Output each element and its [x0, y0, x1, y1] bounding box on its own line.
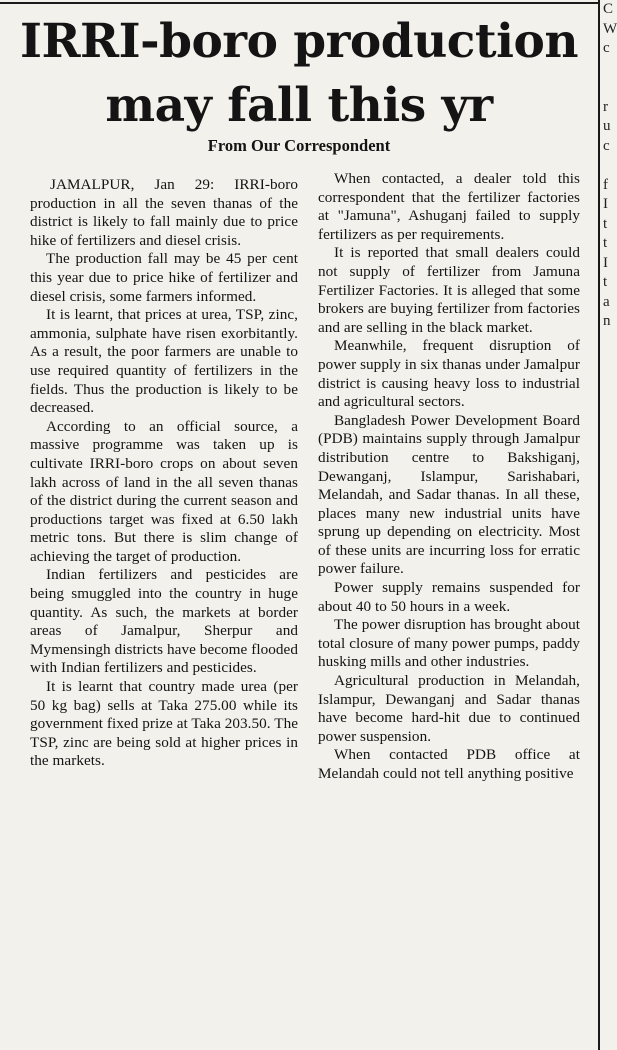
- adjacent-fragment-10: I: [603, 196, 608, 212]
- adjacent-fragment-4: [603, 78, 615, 98]
- adjacent-fragment-13: I: [603, 254, 608, 271]
- column1-paragraph-2: The production fall may be 45 per cent this year due to price hike of fertilizer and diesel crisis, some farmers informed.: [30, 250, 298, 305]
- column2-paragraph-2: It is reported that small dealers could not supply of fertilizer from Jamuna Fertilizer Factories. It is alleged that some brokers are buying fertilizer from factories and are selling in the black market.: [318, 244, 580, 336]
- column2-paragraph-1: When contacted, a dealer told this correspondent that the fertilizer factories at "Jamuna", Ashuganj failed to supply fertilizers as per requirements.: [318, 170, 580, 243]
- article-column-1: [30, 176, 298, 771]
- adjacent-fragment-1: W: [603, 20, 617, 37]
- adjacent-fragment-3: [603, 59, 615, 79]
- adjacent-fragment-6: u: [603, 118, 611, 134]
- article-column-2: [318, 170, 580, 784]
- column2-paragraph-7: Agricultural production in Melandah, Islampur, Dewanganj and Sadar thanas have become hard-hit due to continued power suspension.: [318, 672, 580, 745]
- column1-paragraph-5: Indian fertilizers and pesticides are being smuggled into the country in huge quantity. As such, the markets at border areas of Jamalpur, Sherpur and Mymensingh districts have become flooded with Indian fertilizers and pesticides.: [30, 566, 298, 677]
- adjacent-fragment-7: c: [603, 137, 610, 154]
- column1-paragraph-4: According to an official source, a massive programme was taken up is cultivate IRRI-boro crops on about seven lakh across of land in the all seven thanas of the district during the current season and productions target was fixed at 6.50 lakh metric tons. But there is slim change of achieving the target of production.: [30, 417, 298, 565]
- column2-paragraph-5: Power supply remains suspended for about 40 to 50 hours in a week.: [318, 579, 580, 615]
- adjacent-fragment-16: n: [603, 313, 611, 329]
- adjacent-fragment-14: t: [603, 274, 608, 290]
- headline-line-1: IRRI-boro production: [20, 14, 578, 69]
- headline-line-2: may fall this yr: [105, 78, 493, 133]
- column2-paragraph-8: When contacted PDB office at Melandah could not tell anything positive: [318, 746, 580, 782]
- adjacent-fragment-9: f: [603, 176, 608, 193]
- column1-paragraph-1: JAMALPUR, Jan 29: IRRI-boro production in all the seven thanas of the district is likely to fall mainly due to price hike of fertilizers and diesel crisis.: [30, 176, 298, 249]
- column2-paragraph-6: The power disruption has brought about total closure of many power pumps, paddy husking mills and other industries.: [318, 616, 580, 671]
- column1-paragraph-3: It is learnt, that prices at urea, TSP, zinc, ammonia, sulphate have risen exorbitantly. As a result, the poor farmers are unable to use required quantity of fertilizers in the fields. Thus the production is likely to be decreased.: [30, 306, 298, 417]
- adjacent-article-fragment: [603, 0, 615, 1050]
- adjacent-fragment-2: c: [603, 40, 610, 56]
- adjacent-fragment-11: t: [603, 215, 608, 232]
- column2-paragraph-3: Meanwhile, frequent disruption of power supply in six thanas under Jamalpur district is causing heavy loss to industrial and agricultural sectors.: [318, 337, 580, 411]
- adjacent-fragment-12: t: [603, 235, 608, 251]
- column1-paragraph-6: It is learnt that country made urea (per 50 kg bag) sells at Taka 275.00 while its government fixed prize at Taka 203.50. The TSP, zinc are being sold at higher prices in the markets.: [30, 678, 298, 770]
- adjacent-fragment-15: a: [603, 293, 610, 310]
- adjacent-fragment-17: [603, 332, 615, 352]
- adjacent-fragment-5: r: [603, 98, 608, 115]
- column2-paragraph-4: Bangladesh Power Development Board (PDB) maintains supply through Jamalpur distribution centre to Bakshiganj, Dewanganj, Islampur, Sarishabari, Melandah, and Sadar thanas. In all these, places many new industrial units have sprung up depending on electricity. Most of these units are incurring loss for erratic power failure.: [318, 411, 580, 578]
- adjacent-fragment-8: [603, 156, 615, 176]
- top-rule: [0, 2, 598, 4]
- adjacent-fragment-0: C: [603, 1, 614, 17]
- byline: From Our Correspondent: [207, 136, 391, 155]
